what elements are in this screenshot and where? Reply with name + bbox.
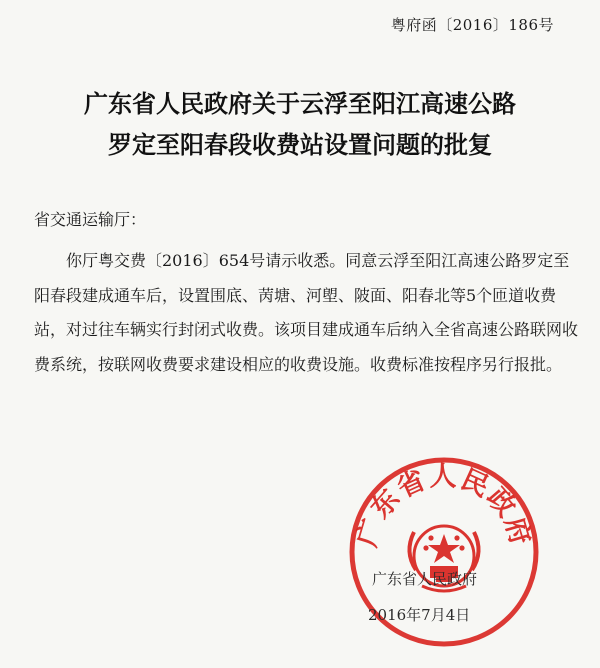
svg-text:广东省人民政府: 广东省人民政府: [351, 461, 537, 551]
addressee: 省交通运输厅：: [34, 210, 147, 229]
title-line-2: 罗定至阳春段收费站设置问题的批复: [108, 131, 492, 159]
document-title: [0, 84, 600, 166]
issuer-name: 广东省人民政府: [372, 570, 478, 588]
body-paragraph: 你厅粤交费〔2016〕654号请示收悉。同意云浮至阳江高速公路罗定至阳春段建成通车后，设置围底、苪塘、河塱、陂面、阳春北等5个匝道收费站，对过往车辆实行封闭式收费。该项目建成通车后纳入全省高速公路联网收费系统，按联网收费要求建设相应的收费设施。收费标准按程序另行报批。: [34, 251, 579, 374]
issue-date: 2016年7月4日: [368, 606, 471, 624]
title-line-1: 广东省人民政府关于云浮至阳江高速公路: [84, 90, 516, 118]
document-body: [34, 244, 582, 382]
document-number: 粤府函〔2016〕186号: [390, 16, 554, 34]
